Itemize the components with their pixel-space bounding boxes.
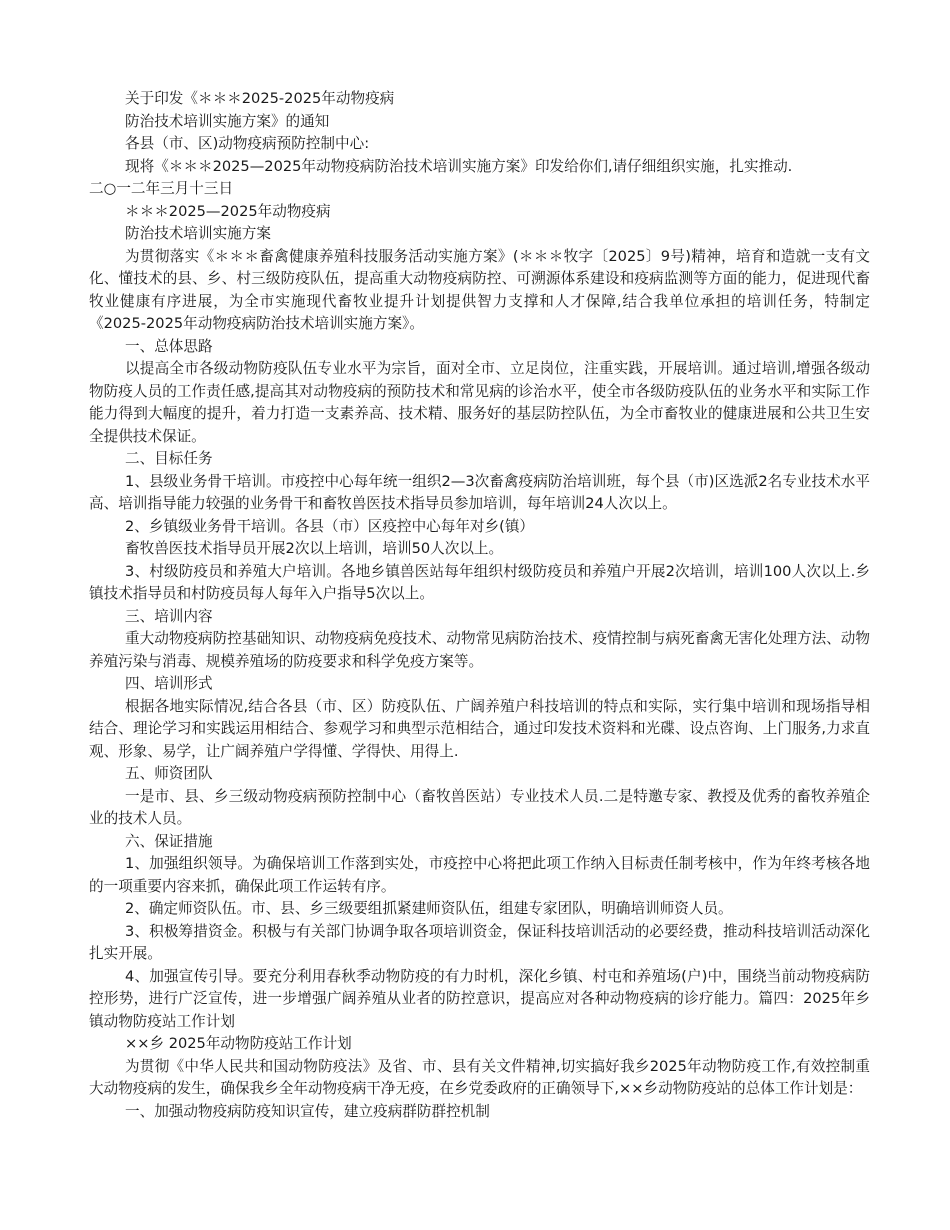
township-plan-title: ××乡 2025年动物防疫站工作计划 bbox=[125, 1035, 352, 1052]
notice-title-line2: 防治技术培训实施方案》的通知 bbox=[125, 112, 330, 130]
goal-item-township-line2: 畜牧兽医技术指导员开展2次以上培训，培训50人次以上。 bbox=[125, 540, 504, 557]
notice-title-line1: 关于印发《＊＊＊2025-2025年动物疫病 bbox=[125, 90, 395, 107]
township-section-heading: 一、加强动物疫病防疫知识宣传，建立疫病群防群控机制 bbox=[125, 1102, 490, 1120]
overall-approach-paragraph: 以提高全市各级动物防疫队伍专业水平为宗旨，面对全市、立足岗位，注重实践，开展培训。通过培训,增强各级动物防疫人员的工作责任感,提高其对动物疫病的预防技术和常见病的诊治水平，使全市各级防疫队伍的业务水平和实际工作能力得到大幅度的提升，着力打造一支素养高、技术精、服务好的基层防控队伍，为全市畜牧业的健康进展和公共卫生安全提供技术保证。 bbox=[89, 360, 870, 445]
goal-item-township-line1: 2、乡镇级业务骨干培训。各县（市）区疫控中心每年对乡(镇） bbox=[125, 517, 535, 535]
training-content-paragraph: 重大动物疫病防控基础知识、动物疫病免疫技术、动物常见病防治技术、疫情控制与病死畜禽无害化处理方法、动物养殖污染与消毒、规模养殖场的防疫要求和科学免疫方案等。 bbox=[89, 630, 870, 670]
measure-item-funding: 3、积极筹措资金。积极与有关部门协调争取各项培训资金，保证科技培训活动的必要经费，推动科技培训活动深化扎实开展。 bbox=[89, 922, 870, 962]
plan-intro-paragraph: 为贯彻落实《＊＊＊畜禽健康养殖科技服务活动实施方案》(＊＊＊牧字〔2025〕9号)精神，培育和造就一支有文化、懂技术的县、乡、村三级防疫队伍，提高重大动物疫病防控、可溯源体系建设和疫病监测等方面的能力，促进现代畜牧业健康有序进展，为全市实施现代畜牧业提升计划提供智力支撑和人才保障,结合我单位承担的培训任务，特制定《2025-2025年动物疫病防治技术培训实施方案》。 bbox=[89, 247, 870, 332]
section-heading-goals: 二、目标任务 bbox=[125, 450, 213, 467]
section-heading-format: 四、培训形式 bbox=[125, 675, 213, 692]
measure-item-publicity: 4、加强宣传引导。要充分利用春秋季动物防疫的有力时机，深化乡镇、村屯和养殖场(户)中，围绕当前动物疫病防控形势，进行广泛宣传，进一步增强广阔养殖从业者的防控意识，提高应对各种动物疫病的诊疗能力。篇四：2025年乡镇动物防疫站工作计划 bbox=[89, 967, 870, 1030]
plan-title-line2: 防治技术培训实施方案 bbox=[125, 225, 271, 242]
notice-date: 二○一二年三月十三日 bbox=[89, 180, 234, 197]
plan-title-line1: ＊＊＊2025—2025年动物疫病 bbox=[125, 202, 331, 220]
faculty-paragraph: 一是市、县、乡三级动物疫病预防控制中心（畜牧兽医站）专业技术人员.二是特邀专家、教授及优秀的畜牧养殖企业的技术人员。 bbox=[89, 787, 870, 827]
measure-item-faculty: 2、确定师资队伍。市、县、乡三级要组抓紧建师资队伍，组建专家团队，明确培训师资人员。 bbox=[125, 900, 733, 917]
notice-recipient: 各县（市、区)动物疫病预防控制中心: bbox=[125, 135, 370, 152]
training-format-paragraph: 根据各地实际情况,结合各县（市、区）防疫队伍、广阔养殖户科技培训的特点和实际，实行集中培训和现场指导相结合、理论学习和实践运用相结合、参观学习和典型示范相结合，通过印发技术资料和光碟、设点咨询、上门服务,力求直观、形象、易学，让广阔养殖户学得懂、学得快、用得上. bbox=[89, 697, 870, 760]
section-heading-faculty: 五、师资团队 bbox=[125, 765, 213, 782]
section-heading-content: 三、培训内容 bbox=[125, 607, 213, 625]
township-intro-paragraph: 为贯彻《中华人民共和国动物防疫法》及省、市、县有关文件精神,切实搞好我乡2025年动物防疫工作,有效控制重大动物疫病的发生，确保我乡全年动物疫病干净无疫，在乡党委政府的正确领导下,××乡动物防疫站的总体工作计划是： bbox=[89, 1057, 870, 1097]
measure-item-leadership: 1、加强组织领导。为确保培训工作落到实处，市疫控中心将把此项工作纳入目标责任制考核中，作为年终考核各地的一项重要内容来抓，确保此项工作运转有序。 bbox=[89, 855, 870, 895]
goal-item-village: 3、村级防疫员和养殖大户培训。各地乡镇兽医站每年组织村级防疫员和养殖户开展2次培训，培训100人次以上.乡镇技术指导员和村防疫员每人每年入户指导5次以上。 bbox=[89, 562, 870, 602]
goal-item-county: 1、县级业务骨干培训。市疫控中心每年统一组织2—3次畜禽疫病防治培训班，每个县（市)区选派2名专业技术水平高、培训指导能力较强的业务骨干和畜牧兽医技术指导员参加培训，每年培训24人次以上。 bbox=[89, 472, 870, 512]
section-heading-overall: 一、总体思路 bbox=[125, 337, 213, 355]
section-heading-measures: 六、保证措施 bbox=[125, 832, 213, 850]
notice-body: 现将《＊＊＊2025—2025年动物疫病防治技术培训实施方案》印发给你们,请仔细组织实施，扎实推动. bbox=[125, 157, 793, 175]
